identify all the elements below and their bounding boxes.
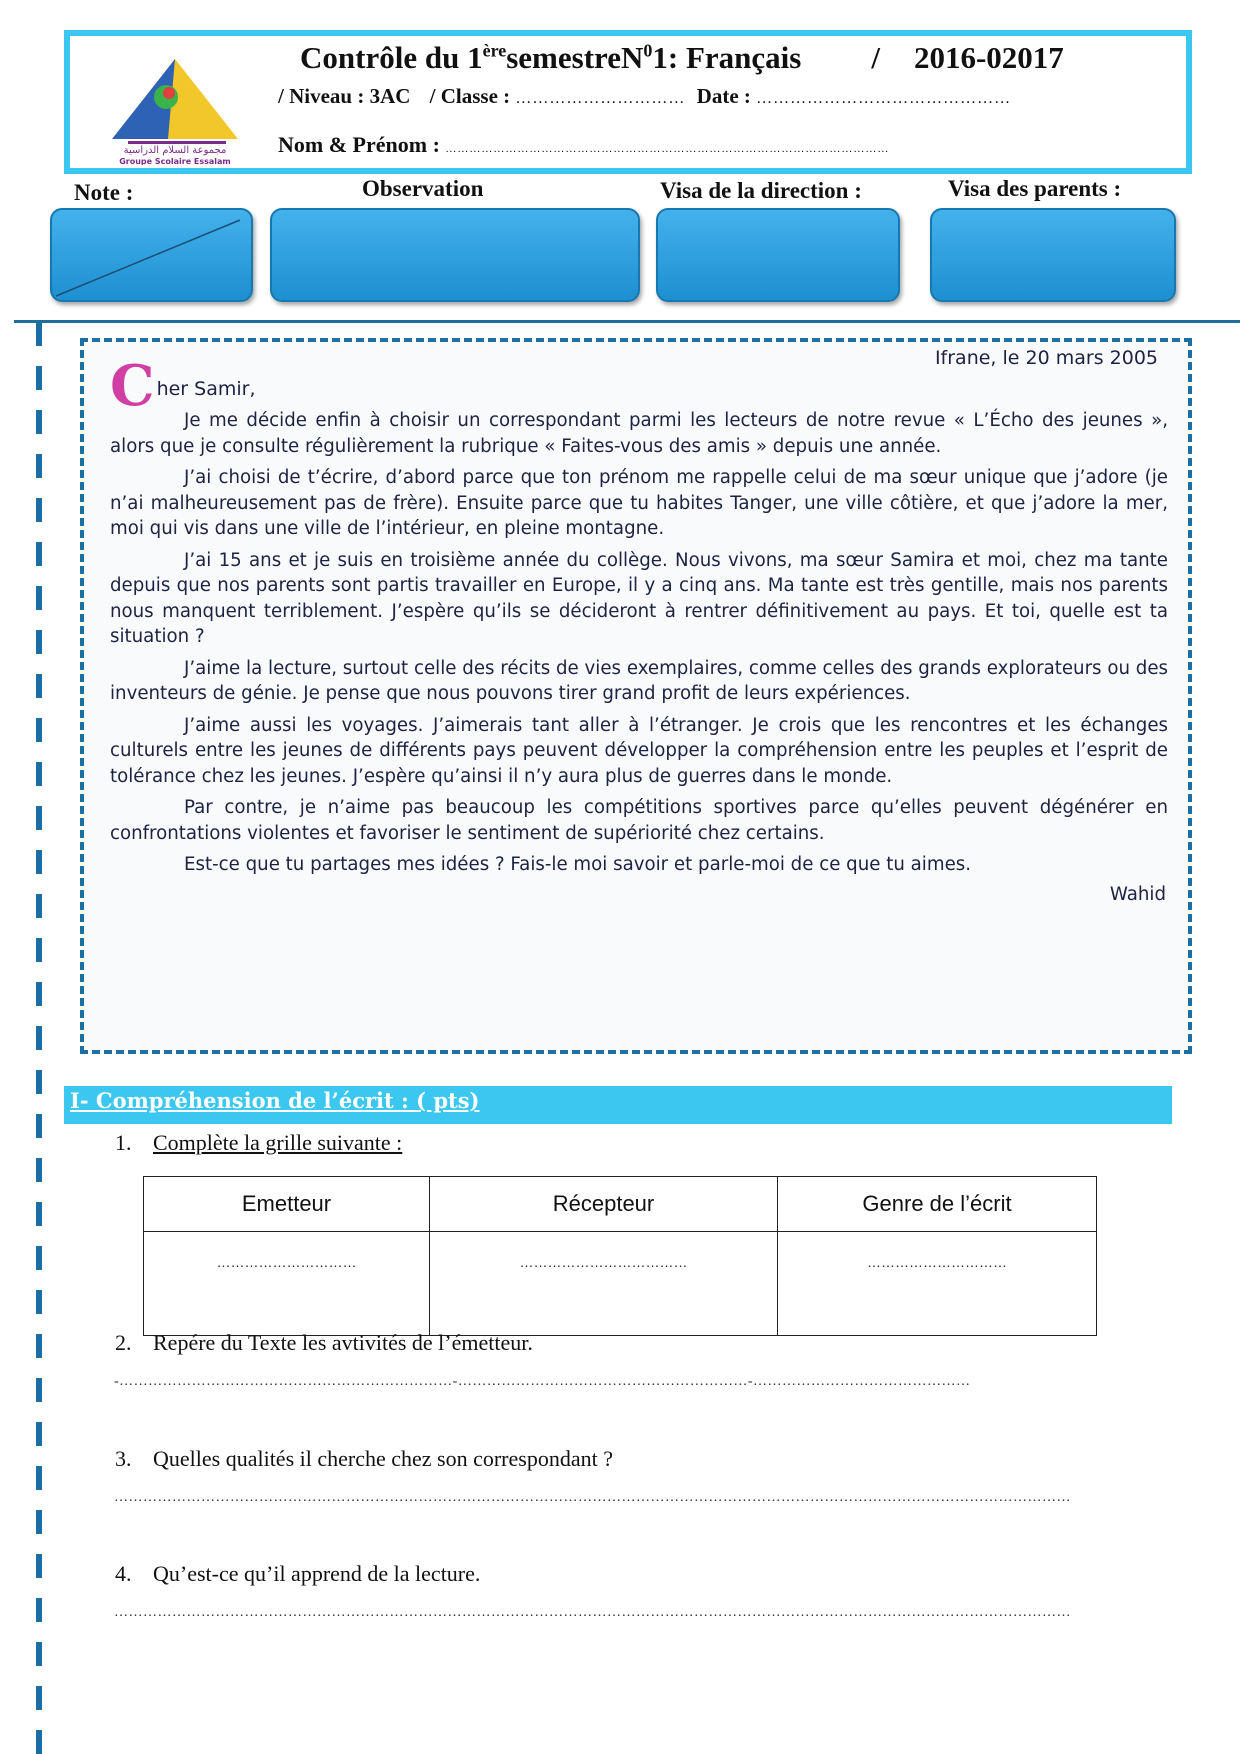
- nom-field[interactable]: …………………………………………………………………………………………………: [445, 143, 890, 155]
- grid-header-emetteur: Emetteur: [144, 1177, 430, 1232]
- nom-label: Nom & Prénom :: [278, 132, 440, 157]
- niveau-label: / Niveau : 3AC: [278, 84, 411, 108]
- letter-paragraph: J’aime la lecture, surtout celle des récits de vies exemplaires, comme celles des grands explorateurs ou des inventeurs de génie. Je pense que nous pouvons tirer grand profit de leurs expériences.: [110, 657, 1168, 704]
- decorative-initial: C: [110, 352, 155, 419]
- school-logo: [108, 55, 243, 165]
- note-label: Note :: [74, 180, 134, 205]
- margin-dashed-line: [36, 322, 42, 1754]
- question-3: 3. Quelles qualités il cherche chez son correspondant ?: [115, 1446, 613, 1471]
- grid-cell-genre[interactable]: …………………………: [778, 1232, 1097, 1336]
- letter-paragraph: Je me décide enfin à choisir un correspondant parmi les lecteurs de notre revue « L’Écho des jeunes », alors que je consulte régulièrement la rubrique « Faites-vous des amis » depuis une année.: [110, 410, 1168, 457]
- school-year: 2016-02017: [913, 40, 1064, 75]
- grid-header-recepteur: Récepteur: [430, 1177, 778, 1232]
- grid-cell-emetteur[interactable]: …………………………: [144, 1232, 430, 1336]
- answer-line-q2[interactable]: -……………………………………………………………-……………………………………………………-………………………………………: [114, 1374, 971, 1389]
- class-info-row: [278, 84, 1011, 109]
- letter-text: [110, 346, 1168, 907]
- letter-salutation: Cher Samir,: [110, 352, 256, 419]
- letter-place-date: Ifrane, le 20 mars 2005: [934, 347, 1158, 369]
- svg-text:مجموعة السلام الدراسية: مجموعة السلام الدراسية: [123, 145, 227, 156]
- letter-paragraph: J’aime aussi les voyages. J’aimerais tant aller à l’étranger. Je crois que les rencontres et les échanges culturels entre les jeunes de différents pays peuvent développer la compréhension entre les peuples et l’esprit de tolérance chez les jeunes. J’espère qu’ainsi il n’y aura plus de guerres dans le monde.: [110, 714, 1168, 787]
- name-row: [278, 132, 889, 158]
- observation-box[interactable]: [270, 208, 640, 302]
- grid-header-genre: Genre de l’écrit: [778, 1177, 1097, 1232]
- grid-cell-recepteur[interactable]: ………………………………: [430, 1232, 778, 1336]
- observation-label: Observation: [362, 176, 484, 201]
- question-4: 4. Qu’est-ce qu’il apprend de la lecture.: [115, 1561, 481, 1586]
- letter-paragraph: J’ai choisi de t’écrire, d’abord parce que ton prénom me rappelle celui de ma sœur unique que j’adore (je n’ai malheureusement pas de frère). Ensuite parce que tu habites Tanger, une ville côtière, et que j’adore la mer, moi qui vis dans une ville de l’intérieur, en pleine montagne.: [110, 467, 1168, 539]
- letter-paragraph: J’ai 15 ans et je suis en troisième année du collège. Nous vivons, ma sœur Samira et moi, chez ma tante depuis que nos parents sont partis travailler en Europe, il y a cinq ans. Ma tante est très gentille, mais nos parents nous manquent terriblement. J’espère qu’ils se décideront à rentrer définitivement au pays. Et toi, quelle est ta situation ?: [110, 549, 1168, 647]
- visa-direction-label: Visa de la direction :: [660, 178, 862, 203]
- svg-text:Groupe Scolaire Essalam: Groupe Scolaire Essalam: [119, 157, 231, 165]
- date-field[interactable]: ………………………………………: [756, 90, 1012, 107]
- letter-paragraph: Par contre, je n’aime pas beaucoup les compétitions sportives parce qu’elles peuvent dégénérer en confrontations violentes et favoriser le sentiment de supériorité chez certains.: [110, 797, 1168, 844]
- visa-parents-box[interactable]: [930, 208, 1176, 302]
- answer-line-q4[interactable]: ………………………………………………………………………………………………………………………………………………………………………………: [114, 1605, 1071, 1620]
- visa-parents-label: Visa des parents :: [948, 176, 1122, 201]
- answer-line-q3[interactable]: ………………………………………………………………………………………………………………………………………………………………………………: [114, 1490, 1071, 1505]
- date-label: Date :: [696, 84, 751, 108]
- classe-field[interactable]: …………………………: [515, 90, 686, 107]
- note-box[interactable]: [50, 208, 253, 302]
- letter-paragraph: Est-ce que tu partages mes idées ? Fais-le moi savoir et parle-moi de ce que tu aimes.: [184, 854, 972, 875]
- section-title: I- Compréhension de l’écrit : ( pts): [70, 1088, 480, 1113]
- header-divider: [14, 320, 1240, 323]
- classe-label: / Classe :: [429, 84, 511, 108]
- note-slash: [52, 210, 251, 300]
- answer-grid: [143, 1176, 1097, 1336]
- visa-direction-box[interactable]: [656, 208, 900, 302]
- question-1: 1. Complète la grille suivante :: [115, 1130, 403, 1155]
- letter-signature: Wahid: [1109, 883, 1166, 905]
- page-title: Contrôle du 1èresemestreN$^0$1: Français / 2016-02017: [300, 40, 1064, 75]
- question-2: 2. Repére du Texte les avtivités de l’émetteur.: [115, 1330, 533, 1355]
